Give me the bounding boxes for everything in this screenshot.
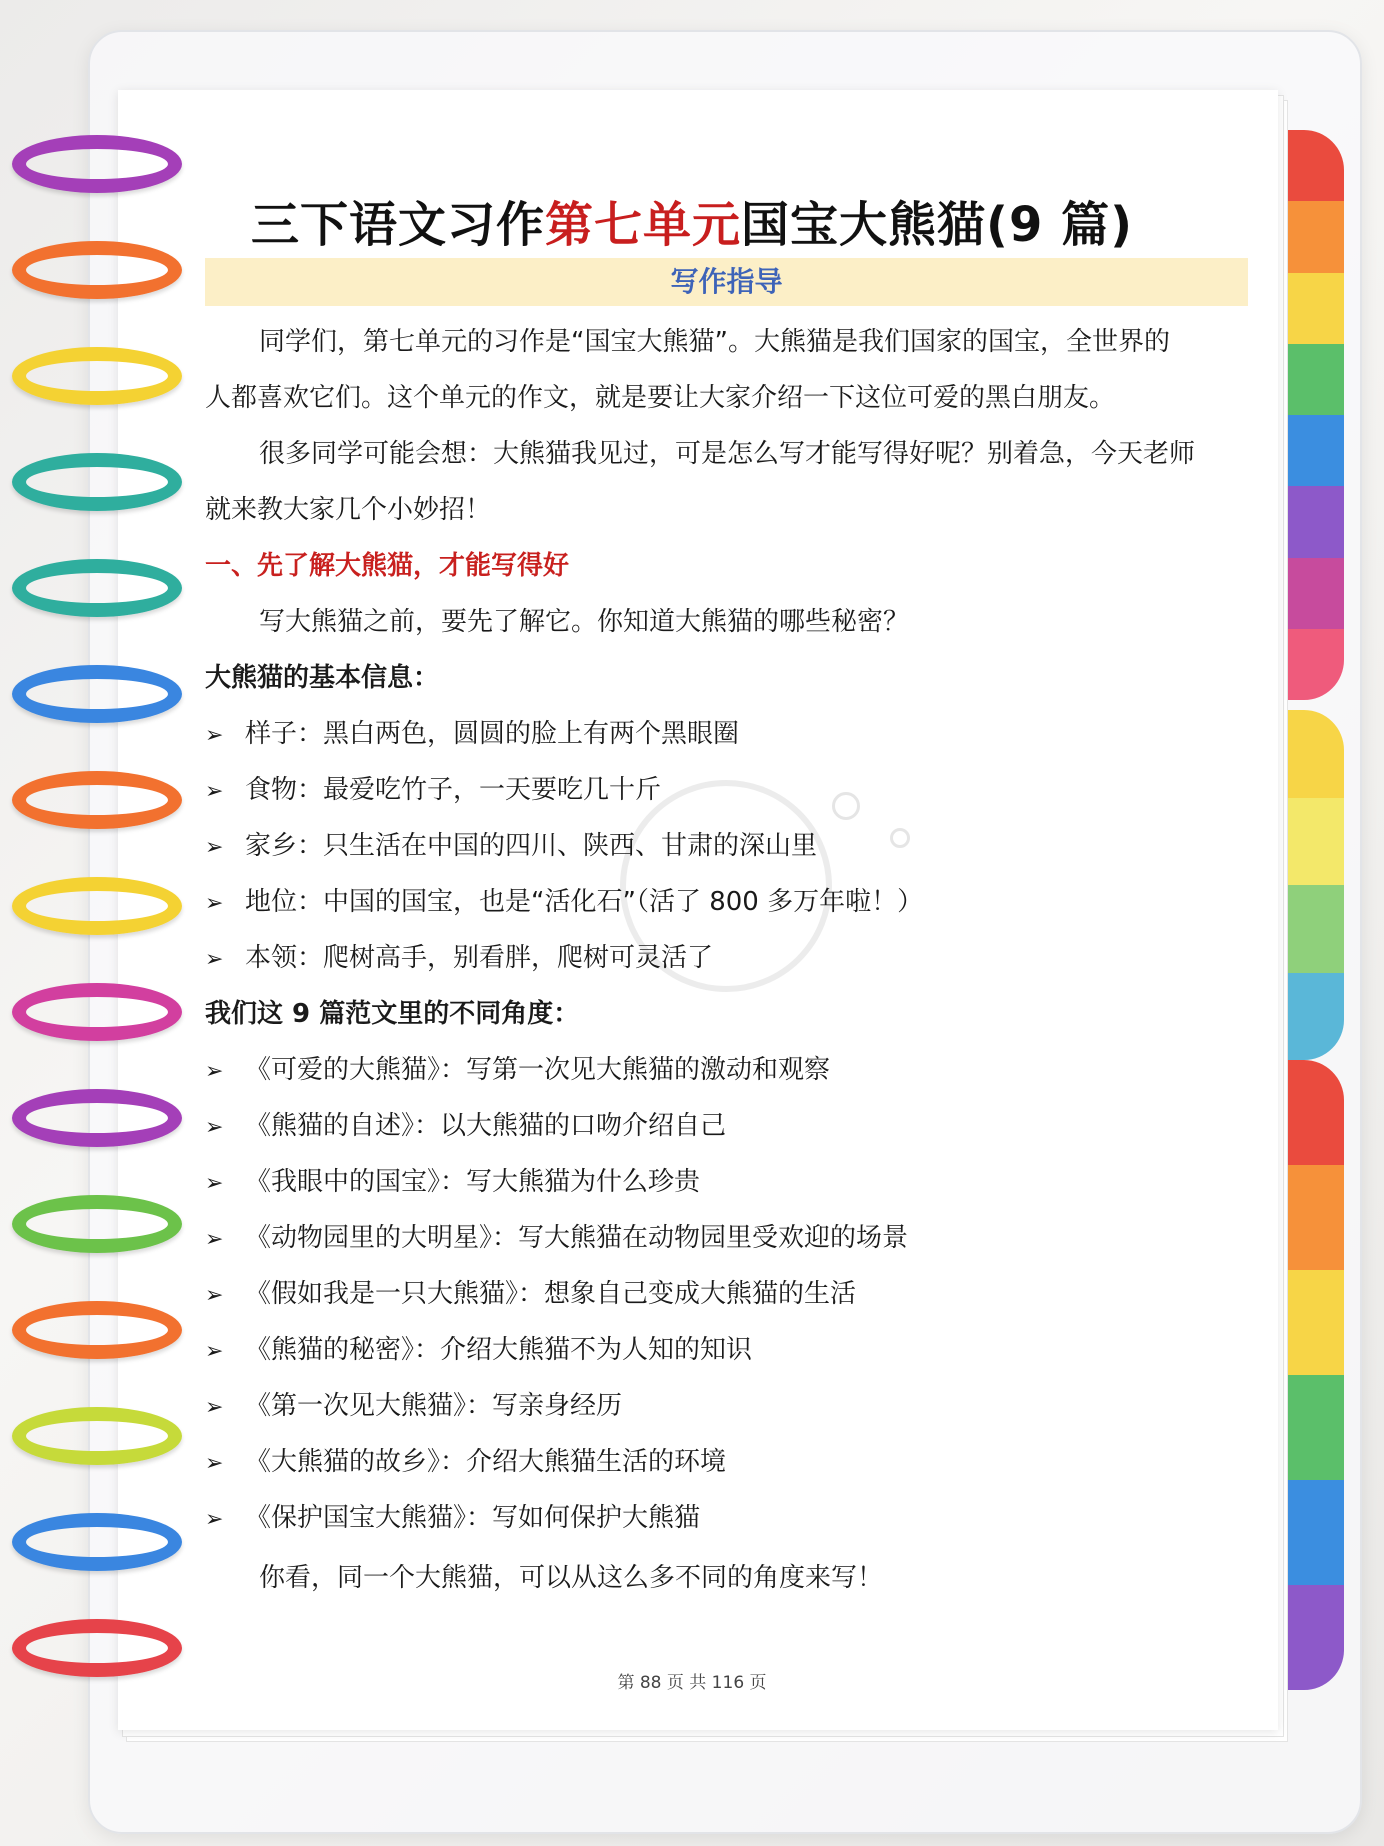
- bullet-arrow-icon: ➢: [205, 1115, 224, 1140]
- bullet-arrow-icon: ➢: [205, 779, 224, 804]
- page-number-footer: 第 88 页 共 116 页: [617, 1673, 767, 1693]
- list-item: ➢ 《熊猫的自述》：以大熊猫的口吻介绍自己: [205, 1098, 1250, 1156]
- title-part-3: 国宝大熊猫(9 篇): [741, 197, 1134, 253]
- list-item: ➢ 《假如我是一只大熊猫》：想象自己变成大熊猫的生活: [205, 1266, 1250, 1324]
- binder-ring: [12, 1089, 182, 1147]
- title-part-1: 三下语文习作: [250, 197, 545, 253]
- list-item: ➢ 《动物园里的大明星》：写大熊猫在动物园里受欢迎的场景: [205, 1210, 1250, 1268]
- intro-line: 很多同学可能会想：大熊猫我见过，可是怎么写才能写得好呢？别着急，今天老师: [259, 439, 1196, 469]
- bullet-arrow-icon: ➢: [205, 835, 224, 860]
- binder-ring: [12, 771, 182, 829]
- info-heading: 大熊猫的基本信息：: [205, 663, 440, 693]
- intro-line: 就来教大家几个小妙招！: [205, 495, 492, 525]
- bullet-arrow-icon: ➢: [205, 891, 224, 916]
- binder-ring: [12, 1513, 182, 1571]
- section-heading: 一、先了解大熊猫，才能写得好: [205, 551, 570, 581]
- bullet-arrow-icon: ➢: [205, 1451, 224, 1476]
- binder-ring: [12, 877, 182, 935]
- bullet-arrow-icon: ➢: [205, 1059, 224, 1084]
- bullet-arrow-icon: ➢: [205, 1171, 224, 1196]
- title-unit-highlight: 第七单元: [545, 197, 742, 253]
- binder-ring: [12, 1407, 182, 1465]
- bullet-arrow-icon: ➢: [205, 1339, 224, 1364]
- bullet-arrow-icon: ➢: [205, 723, 224, 748]
- list-item: ➢ 《我眼中的国宝》：写大熊猫为什么珍贵: [205, 1154, 1250, 1212]
- bullet-arrow-icon: ➢: [205, 947, 224, 972]
- binder-ring: [12, 983, 182, 1041]
- list-item: ➢ 《保护国宝大熊猫》：写如何保护大熊猫: [205, 1490, 1250, 1548]
- bullet-arrow-icon: ➢: [205, 1507, 224, 1532]
- section-lead: 写大熊猫之前，要先了解它。你知道大熊猫的哪些秘密？: [259, 607, 910, 637]
- page-title: [0, 186, 1384, 255]
- writing-guide-header: 写作指导: [205, 258, 1248, 306]
- list-item: ➢ 《第一次见大熊猫》：写亲身经历: [205, 1378, 1250, 1436]
- binder-ring: [12, 1301, 182, 1359]
- list-item: ➢ 《大熊猫的故乡》：介绍大熊猫生活的环境: [205, 1434, 1250, 1492]
- closing-line: 你看，同一个大熊猫，可以从这么多不同的角度来写！: [259, 1563, 884, 1593]
- bullet-arrow-icon: ➢: [205, 1227, 224, 1252]
- angles-heading: 我们这 9 篇范文里的不同角度：: [205, 999, 580, 1029]
- bullet-arrow-icon: ➢: [205, 1283, 224, 1308]
- list-item: ➢ 样子：黑白两色，圆圆的脸上有两个黑眼圈: [205, 706, 1250, 764]
- list-item: ➢ 食物：最爱吃竹子，一天要吃几十斤: [205, 762, 1250, 820]
- binder-ring: [12, 135, 182, 193]
- binder-ring: [12, 665, 182, 723]
- list-item: ➢ 地位：中国的国宝，也是“活化石”（活了 800 多万年啦！）: [205, 874, 1250, 932]
- list-item: ➢ 本领：爬树高手，别看胖，爬树可灵活了: [205, 930, 1250, 988]
- binder-ring: [12, 453, 182, 511]
- binder-ring: [12, 1195, 182, 1253]
- list-item: ➢ 家乡：只生活在中国的四川、陕西、甘肃的深山里: [205, 818, 1250, 876]
- intro-line: 人都喜欢它们。这个单元的作文，就是要让大家介绍一下这位可爱的黑白朋友。: [205, 383, 1116, 413]
- list-item: ➢ 《可爱的大熊猫》：写第一次见大熊猫的激动和观察: [205, 1042, 1250, 1100]
- bullet-arrow-icon: ➢: [205, 1395, 224, 1420]
- binder-ring: [12, 347, 182, 405]
- intro-line: 同学们，第七单元的习作是“国宝大熊猫”。大熊猫是我们国家的国宝，全世界的: [259, 327, 1170, 357]
- binder-ring: [12, 559, 182, 617]
- list-item: ➢ 《熊猫的秘密》：介绍大熊猫不为人知的知识: [205, 1322, 1250, 1380]
